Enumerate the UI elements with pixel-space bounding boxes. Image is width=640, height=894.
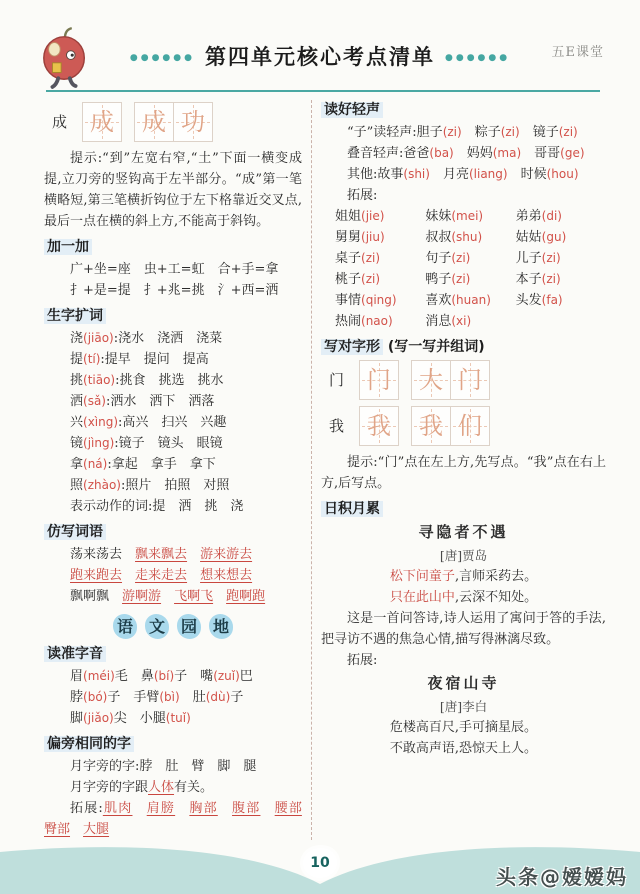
kuoci-line: 镜(jìng):镜子 镜头 眼镜 [70, 436, 223, 451]
word-item: 头发(fa) [515, 293, 563, 308]
writing-grid-cell [134, 102, 174, 142]
word-item: 本子(zi) [515, 272, 561, 287]
section-xingzi [321, 337, 606, 358]
char-practice-row [329, 406, 606, 446]
section-title: 读准字音 [44, 646, 106, 662]
column-divider [311, 100, 312, 840]
right-column [321, 100, 606, 840]
page-title: 第四单元核心考点清单 [205, 44, 435, 69]
trace-char: 我 [419, 412, 443, 440]
yuwen-yuandi-banner [44, 614, 302, 639]
poem-line: 松下问童子,言师采药去。 [389, 569, 538, 584]
word-item: 鸭子(zi) [425, 272, 471, 287]
word-item: 桃子(zi) [335, 272, 381, 287]
extend-label: 拓展: [347, 653, 378, 668]
char-practice-row [329, 360, 606, 400]
pianpang-line: 月字旁的字跟人体有关。 [70, 780, 214, 795]
extend-label: 拓展: [347, 188, 378, 203]
trace-char: 我 [367, 412, 391, 440]
practice-char-label: 我 [329, 416, 345, 435]
section-pianpang [44, 734, 302, 755]
writing-grid-cell [359, 406, 399, 446]
jia-line: 广+坐=座 虫+工=虹 合+手=拿 [70, 262, 279, 277]
trace-char: 成 [90, 108, 114, 136]
word-item: 舅舅(jiu) [335, 230, 385, 245]
kuoci-line: 兴(xìng):高兴 扫兴 兴趣 [70, 415, 227, 430]
xingzi-hint: 提示:“门”点在左上方,先写点。“我”点在右上方,后写点。 [321, 455, 606, 491]
writing-grid-cell [173, 102, 213, 142]
section-title: 写对字形 [321, 339, 383, 355]
section-title: 仿写词语 [44, 524, 106, 540]
kuoci-line: 洒(sǎ):洒水 洒下 洒落 [70, 394, 215, 409]
title-dots-left-icon: ●●●●●● [129, 53, 195, 63]
trace-char: 成 [142, 108, 166, 136]
section-title: 读好轻声 [321, 102, 383, 118]
watermark: 头条@嫒嫒妈 [496, 865, 628, 889]
word-item: 热闹(nao) [335, 314, 393, 329]
writing-grid-single [82, 102, 122, 142]
qingsheng-line: 其他:故事(shi) 月亮(liang) 时候(hou) [347, 167, 579, 182]
section-title: 加一加 [44, 239, 92, 255]
brand-label: 五E课堂 [551, 45, 604, 60]
kuoci-line: 拿(ná):拿起 拿手 拿下 [70, 457, 216, 472]
page-header [0, 46, 640, 71]
section-kuoci [44, 306, 302, 327]
word-item: 妹妹(mei) [425, 209, 484, 224]
fangxie-row: 跑来跑去 走来走去 想来想去 [70, 568, 253, 583]
practice-char-label: 门 [329, 370, 345, 389]
practice-char-label: 成 [52, 112, 68, 131]
banner-char: 园 [177, 614, 201, 639]
poem-line: 危楼高百尺,手可摘星辰。 [389, 720, 538, 735]
word-item: 弟弟(di) [515, 209, 562, 224]
word-item: 姐姐(jie) [335, 209, 385, 224]
kuoci-line: 照(zhào):照片 拍照 对照 [70, 478, 230, 493]
writing-grid-cell [359, 360, 399, 400]
title-dots-right-icon: ●●●●●● [445, 53, 511, 63]
qingsheng-line: “子”读轻声:胆子(zi) 粽子(zi) 镜子(zi) [347, 125, 578, 140]
duzhun-row: 脚(jiǎo)尖 小腿(tuǐ) [70, 711, 191, 726]
qingsheng-word-grid [321, 206, 606, 332]
writing-grid-double [134, 102, 213, 142]
section-jiayijia [44, 237, 302, 258]
writing-hint: 提示:“到”左宽右窄,“土”下面一横变成提,立刀旁的竖钩高于左半部分。“成”第一笔横略短,第三笔横折钩位于左下格靠近交叉点,最后一点在横的斜上方,不能高于斜钩。 [44, 151, 302, 229]
banner-char: 文 [145, 614, 169, 639]
page-number-badge: 10 [303, 848, 337, 878]
word-item: 喜欢(huan) [425, 293, 491, 308]
writing-grid-single [359, 406, 399, 446]
poem-line: 不敢高声语,恐惊天上人。 [389, 741, 538, 756]
writing-grid-single [359, 360, 399, 400]
word-item: 姑姑(gu) [515, 230, 567, 245]
word-item: 消息(xi) [425, 314, 472, 329]
section-title: 生字扩词 [44, 308, 106, 324]
poem-line: 只在此山中,云深不知处。 [389, 590, 538, 605]
trace-char: 功 [181, 108, 205, 136]
section-fangxie [44, 522, 302, 543]
writing-grid-cell [450, 406, 490, 446]
word-item: 句子(zi) [425, 251, 471, 266]
poem-author: [唐]贾岛 [439, 548, 488, 563]
banner-char: 语 [113, 614, 137, 639]
duzhun-row: 脖(bó)子 手臂(bì) 肚(dù)子 [70, 690, 244, 705]
section-duzhun [44, 644, 302, 665]
poem-title: 寻隐者不遇 [418, 523, 509, 541]
kuoci-line: 表示动作的词:提 洒 挑 浇 [70, 499, 244, 514]
section-qingsheng [321, 100, 606, 121]
poem-commentary: 这是一首问答诗,诗人运用了寓问于答的手法,把寻访不遇的焦急心情,描写得淋漓尽致。 [321, 611, 606, 647]
section-riji [321, 499, 606, 520]
fangxie-row: 荡来荡去 飘来飘去 游来游去 [70, 547, 253, 562]
section-subtitle: (写一写并组词) [387, 339, 485, 355]
writing-grid-cell [411, 360, 451, 400]
banner-char: 地 [209, 614, 233, 639]
section-title: 偏旁相同的字 [44, 736, 134, 752]
trace-char: 们 [458, 412, 482, 440]
header-divider [46, 90, 600, 92]
word-item: 桌子(zi) [335, 251, 381, 266]
writing-grid-cell [450, 360, 490, 400]
kuoci-line: 挑(tiāo):挑食 挑选 挑水 [70, 373, 224, 388]
jia-line: 扌+是=提 扌+兆=挑 氵+西=洒 [70, 283, 279, 298]
poem-author: [唐]李白 [439, 699, 488, 714]
qingsheng-line: 叠音轻声:爸爸(ba) 妈妈(ma) 哥哥(ge) [347, 146, 585, 161]
char-practice-row [52, 102, 302, 142]
trace-char: 门 [367, 366, 391, 394]
section-title: 日积月累 [321, 501, 383, 517]
kuoci-line: 浇(jiāo):浇水 浇洒 浇菜 [70, 331, 223, 346]
writing-grid-double [411, 360, 490, 400]
left-column [44, 100, 302, 840]
word-item: 事情(qing) [335, 293, 397, 308]
kuoci-line: 提(tí):提早 提问 提高 [70, 352, 209, 367]
writing-grid-cell [411, 406, 451, 446]
pianpang-line: 月字旁的字:脖 肚 臂 脚 腿 [70, 759, 257, 774]
duzhun-row: 眉(méi)毛 鼻(bí)子 嘴(zuǐ)巴 [70, 669, 253, 684]
word-item: 儿子(zi) [515, 251, 561, 266]
writing-grid-double [411, 406, 490, 446]
poem-title: 夜宿山寺 [427, 674, 500, 692]
pianpang-extend: 拓展:肌肉 肩膀 胸部 腹部 腰部 臀部 大腿 [44, 801, 302, 837]
writing-grid-cell [82, 102, 122, 142]
word-item: 叔叔(shu) [425, 230, 483, 245]
trace-char: 大 [419, 366, 443, 394]
fangxie-row: 飘啊飘 游啊游 飞啊飞 跑啊跑 [70, 589, 266, 604]
content-columns [44, 100, 606, 840]
trace-char: 门 [458, 366, 482, 394]
